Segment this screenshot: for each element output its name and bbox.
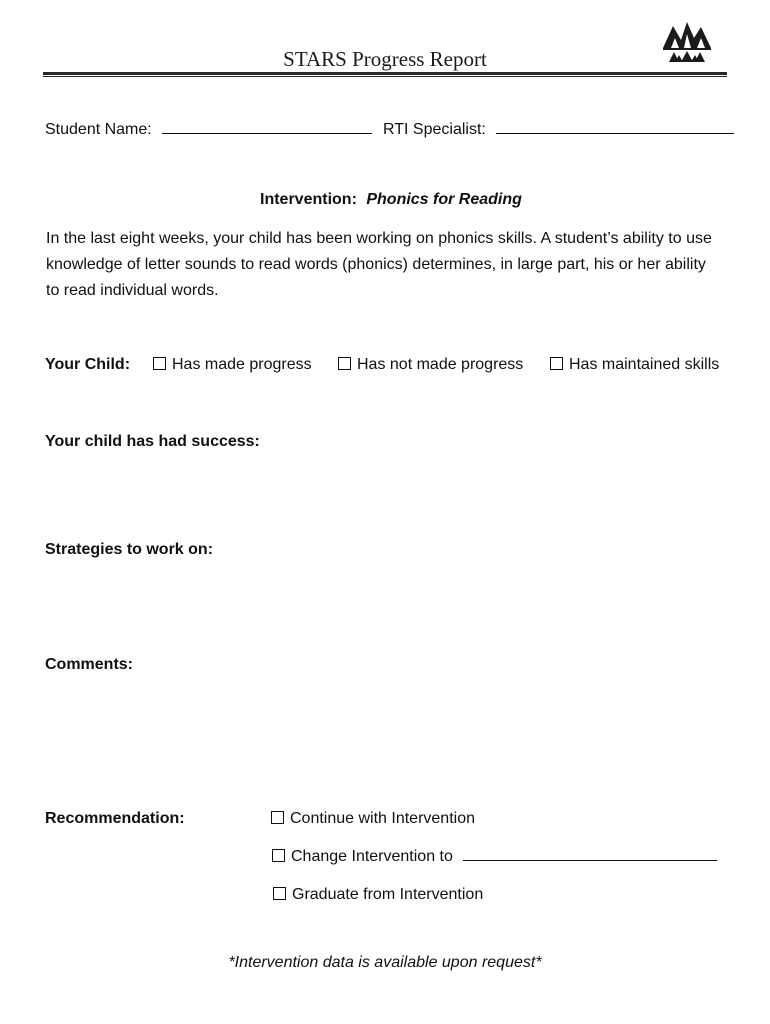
description-paragraph (46, 226, 736, 304)
header-rule-thin (43, 76, 727, 77)
student-name-label: Student Name: (45, 121, 152, 138)
option-change-intervention[interactable] (272, 844, 717, 870)
checkbox-icon[interactable] (338, 357, 351, 370)
comments-field[interactable] (45, 681, 725, 791)
strategies-label: Strategies to work on: (45, 541, 214, 558)
intervention-row (260, 187, 522, 213)
rti-specialist-row (383, 117, 734, 143)
change-intervention-field[interactable] (463, 844, 717, 861)
footer-note: *Intervention data is available upon request* (228, 954, 542, 971)
rti-specialist-label: RTI Specialist: (383, 121, 486, 138)
option-label: Change Intervention to (291, 848, 453, 865)
intervention-label: Intervention: (260, 191, 357, 208)
checkbox-icon[interactable] (273, 887, 286, 900)
student-name-field[interactable] (162, 117, 372, 134)
option-graduate-intervention[interactable] (273, 882, 483, 908)
option-made-progress[interactable] (153, 352, 312, 378)
checkbox-icon[interactable] (271, 811, 284, 824)
option-continue-intervention[interactable] (271, 806, 475, 832)
intervention-name: Phonics for Reading (366, 191, 522, 208)
recommendation-label: Recommendation: (45, 810, 185, 827)
description-line: knowledge of letter sounds to read words (phonics) determines, in large part, his or her ability (46, 256, 706, 273)
page-title: STARS Progress Report (283, 47, 487, 71)
option-maintained-skills[interactable] (550, 352, 719, 378)
option-label: Has made progress (172, 356, 312, 373)
checkbox-icon[interactable] (550, 357, 563, 370)
option-not-made-progress[interactable] (338, 352, 523, 378)
checkbox-icon[interactable] (153, 357, 166, 370)
option-label: Graduate from Intervention (292, 886, 484, 903)
option-label: Continue with Intervention (290, 810, 475, 827)
option-label: Has maintained skills (569, 356, 720, 373)
success-field[interactable] (45, 458, 725, 528)
option-label: Has not made progress (357, 356, 524, 373)
header-rule (43, 72, 727, 75)
your-child-label: Your Child: (45, 356, 131, 373)
description-line: In the last eight weeks, your child has been working on phonics skills. A student’s ability to use (46, 230, 712, 247)
checkbox-icon[interactable] (272, 849, 285, 862)
rti-specialist-field[interactable] (496, 117, 734, 134)
success-label: Your child has had success: (45, 433, 260, 450)
student-name-row (45, 117, 372, 143)
strategies-field[interactable] (45, 566, 725, 646)
comments-label: Comments: (45, 656, 134, 673)
mountain-trees-logo-icon (661, 18, 713, 64)
description-line: to read individual words. (46, 282, 219, 299)
